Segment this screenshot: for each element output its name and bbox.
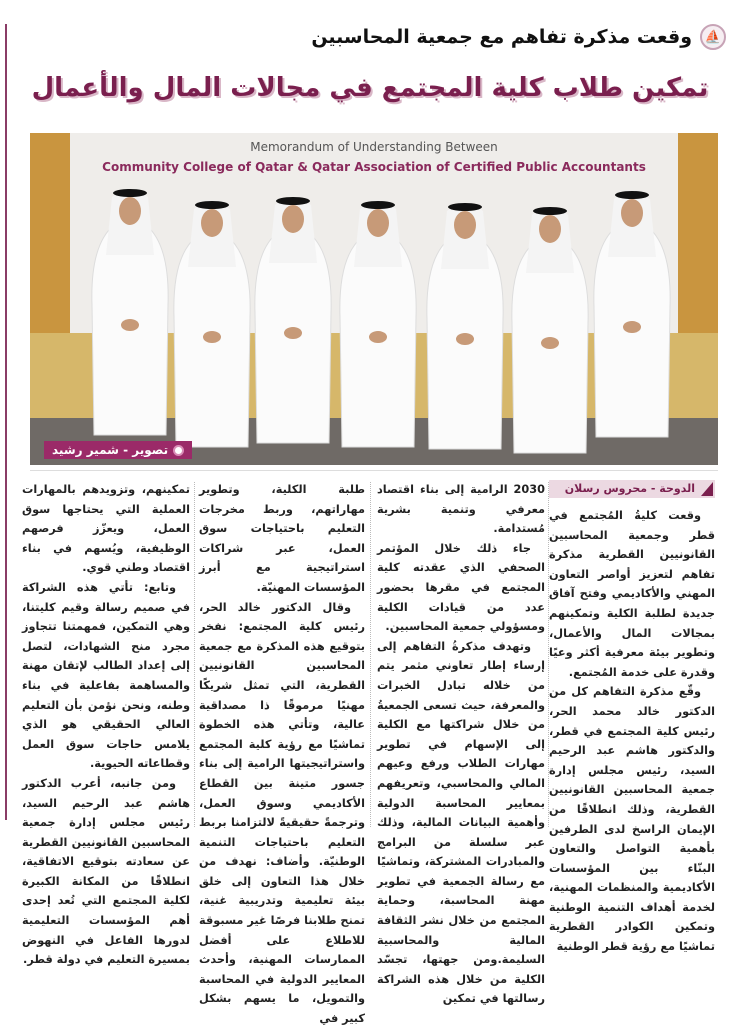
paragraph: وقال الدكتور خالد الحر، رئيس كلية المجتمع: نفخر بتوقيع هذه المذكرة مع جمعية المحاسبين القانونيين القطرية، التي تمثل شريكًا مهنيًا مرموقًا ذا مصداقية عالية، وتأتي هذه الخطوة تماشيًا مع رؤية كلية المجتمع واستراتيجيتها الرامية إلى بناء جسور متينة بين القطاع الأكاديمي وسوق العمل، وترجمةً حقيقيةً لالتزامنا بربط التعليم باحتياجات التنمية الوطنيّة. وأضاف: نهدف من خلال هذا التعاون إلى خلق بيئة تعليمية وتدريبية غنية، تمنح طلابنا فرصًا غير مسبوقة للاطلاع على أفضل الممارسات المهنية، وأحدث المعايير الدولية في المحاسبة والتمويل، ما يسهم بشكل كبير في <box>199 600 365 1026</box>
article-column-3 <box>199 480 365 1029</box>
newspaper-logo-icon: ⛵ <box>700 24 726 50</box>
page-border-line <box>5 24 7 820</box>
photo-credit-text: تصوير - شمير رشيد <box>52 443 169 457</box>
article-photo <box>30 133 718 465</box>
article-column-4 <box>22 480 190 970</box>
paragraph: وتهدف مذكرةُ التفاهم إلى إرساء إطار تعاوني مثمر يتم من خلاله تبادل الخبرات والمعرفة، حيث تسعى الجمعيةُ من خلال شراكتها مع الكلية إلى الإسهام في تطوير مهارات الطلاب ورفع وعيهم المالي والمحاسبي، وتعريفهم بمعايير المحاسبة الدولية وأهمية البيانات المالية، وذلك عبر سلسلة من البرامج والمبادرات المشتركة، وتماشيًا مع رسالة الجمعية في تطوير مهنة المحاسبة، وحماية المجتمع من خلال نشر الثقافة المالية والمحاسبية السليمة.ومن جهتها، تجسّد الكلية من خلال هذه الشراكة رسالتها في تمكين <box>377 639 545 1006</box>
column-divider <box>194 482 195 827</box>
photo-illustration <box>30 133 718 465</box>
banner-line-2: Community College of Qatar & Qatar Association of Certified Public Accountants <box>102 160 646 174</box>
paragraph: وقّع مذكرة التفاهم كل من الدكتور خالد محمد الحر، رئيس كلية المجتمع في قطر، والدكتور هاشم عبد الرحيم السيد، رئيس مجلس إدارة جمعية المحاسبين القانونيين القطرية، وذلك انطلاقًا من الإيمان الراسخ لدى الطرفين بأهمية التواصل والتعاون البنّاء بين المؤسسات الأكاديمية والمنظمات المهنية، لخدمة أهداف التنمية الوطنية وتمكين الكوادر القطرية تماشيًا مع رؤية قطر الوطنية <box>549 685 715 954</box>
byline-marker-icon <box>701 482 713 496</box>
paragraph: وقعت كليةُ المُجتمع في قطر وجمعية المحاسبين القانونيين القطرية مذكرة تفاهم لتعزيز أواصر التعاون المهني والأكاديمي وفتح آفاق جديدة لطلبة الكلية وتمكينهم بمجالات المال والأعمال، وتطوير بيئة معرفية أكثر وعيًا وقدرة على خدمة المُجتمع. <box>549 509 715 679</box>
article-column-1 <box>549 480 715 957</box>
column-divider <box>370 482 371 827</box>
paragraph: طلبة الكلية، وتطوير مهاراتهم، وربط مخرجات التعليم باحتياجات سوق العمل، عبر شراكات استراتيجية مع أبرز المؤسسات المهنيّة. <box>199 483 365 594</box>
byline <box>549 480 715 498</box>
paragraph: ومن جانبه، أعرب الدكتور هاشم عبد الرحيم السيد، رئيس مجلس إدارة جمعية المحاسبين القانونيين القطرية عن سعادته بتوقيع الاتفاقية، انطلاقًا من المكانة الكبيرة لكلية المجتمع التي تُعد إحدى أهم المؤسسات التعليمية لدورها الفاعل في النهوض بمسيرة التعليم في دولة قطر. <box>22 776 190 967</box>
paragraph: 2030 الرامية إلى بناء اقتصاد معرفي وتنمية بشرية مُستدامة. <box>377 483 545 536</box>
byline-text: الدوحة - محروس رسلان <box>564 482 695 496</box>
banner-line-1: Memorandum of Understanding Between <box>250 140 498 154</box>
article-headline: تمكين طلاب كلية المجتمع في مجالات المال والأعمال <box>31 73 709 103</box>
photo-credit <box>44 441 192 459</box>
article-kicker: وقعت مذكرة تفاهم مع جمعية المحاسبين <box>311 26 692 48</box>
paragraph: تمكينهم، وتزويدهم بالمهارات العملية التي يحتاجها سوق العمل، ويعزّز فرصهم الوظيفية، ويُسهم في بناء اقتصاد وطني قوي. <box>22 483 190 575</box>
paragraph: وتابع: تأتي هذه الشراكة في صميم رسالة وقيم كليتنا، وهي التمكين، فمهمتنا تتجاوز مجرد منح الشهادات، لتصل إلى إعداد الطالب لإتقان مهنة والمساهمة بفاعلية في بناء وطنه، ونحن نؤمن بأن التعليم العالي الحقيقي هو الذي يلامس حاجات سوق العمل وقطاعاته الحيوية. <box>22 580 190 771</box>
divider <box>30 470 718 471</box>
paragraph: جاء ذلك خلال المؤتمر الصحفي الذي عقدته كلية المجتمع في مقرها بحضور عدد من قيادات الكلية ومسؤولي جمعية المحاسبين. <box>377 541 545 634</box>
column-divider <box>548 482 549 827</box>
article-column-2 <box>377 480 545 1009</box>
camera-icon <box>173 445 184 456</box>
